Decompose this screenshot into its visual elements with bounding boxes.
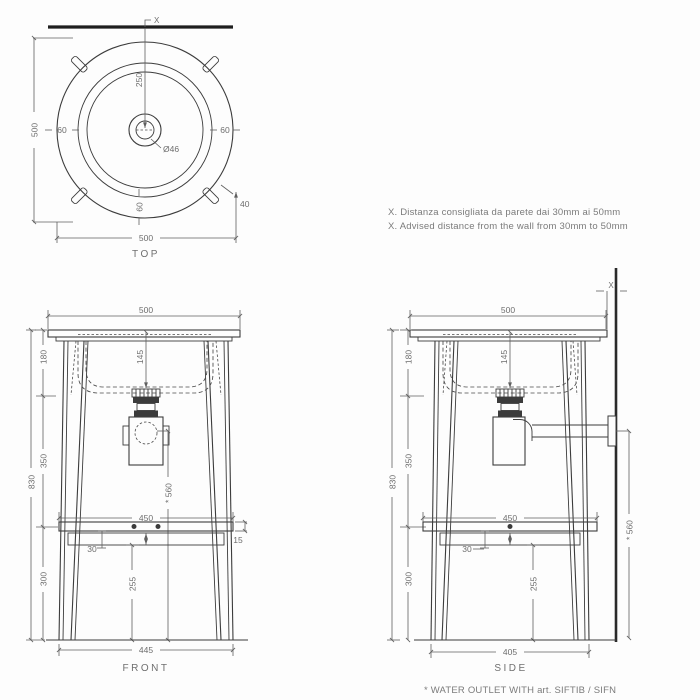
note-wall-distance-en: X. Advised distance from the wall from 30mm to 50mm: [388, 221, 628, 232]
side-dim-label-255: 255: [528, 576, 539, 592]
front-dim-label-560: * 560: [163, 483, 174, 503]
side-basin-hidden: [443, 341, 578, 393]
dim-rim-right: [210, 125, 240, 135]
side-dim-label-width: 500: [500, 305, 516, 315]
front-dim-width: [48, 305, 240, 329]
side-view: [387, 268, 635, 674]
front-dim-shelf-width: [59, 512, 233, 523]
side-shelf-bolt: [508, 524, 513, 529]
front-dim-label-30: 30: [87, 544, 97, 554]
dim-label-drain: Ø46: [163, 144, 180, 154]
dim-tab: [221, 185, 250, 243]
side-dim-basin-depth: [499, 332, 510, 388]
side-dim-base-depth: [431, 644, 589, 658]
side-siphon-body: [493, 417, 525, 465]
wall-distance-marker-top: [145, 16, 160, 27]
tab-bottom-left: [70, 187, 88, 205]
side-dim-width: [410, 305, 606, 329]
front-dim-label-width: 500: [138, 305, 154, 315]
dim-diameter-horizontal: [57, 222, 236, 243]
side-dim-shelf-width: [423, 512, 597, 523]
wall-marker-label: X: [154, 16, 160, 25]
side-dim-label-30: 30: [462, 544, 472, 554]
front-outlet-circle: [135, 422, 157, 444]
front-view: [26, 305, 248, 674]
front-dim-sections: [35, 330, 58, 640]
front-dim-label-255: 255: [127, 576, 138, 592]
side-dim-label-560: * 560: [624, 520, 635, 540]
top-view-label: TOP: [132, 249, 160, 260]
shelf-bolt-left: [132, 524, 137, 529]
wall-distance-marker-side: [596, 281, 627, 329]
tab-bottom-right: [202, 187, 220, 205]
side-dim-label-145: 145: [499, 349, 509, 365]
side-dim-bar-height: [462, 531, 489, 554]
front-dim-outlet-height: [157, 431, 174, 640]
side-view-label: SIDE: [494, 663, 528, 674]
dim-label-diameter-h: 500: [138, 233, 154, 243]
dim-label-rim-bottom: 60: [134, 202, 145, 212]
dim-drain: [151, 139, 179, 154]
dim-rim-left: [45, 125, 79, 135]
dim-label-rim-right: 60: [220, 125, 230, 135]
dim-label-rim-left: 60: [57, 125, 67, 135]
side-dim-height: [387, 330, 400, 640]
side-dim-label-300: 300: [403, 571, 414, 587]
front-siphon-body: [129, 417, 163, 465]
front-dim-label-830: 830: [26, 474, 37, 490]
side-dim-label-180: 180: [403, 349, 414, 365]
note-water-outlet: * WATER OUTLET WITH art. SIFTIB / SIFN: [424, 685, 617, 696]
tab-top-left: [70, 55, 88, 73]
side-wall-marker-label: X: [608, 281, 614, 290]
side-dim-label-450: 450: [502, 513, 518, 523]
front-drain-trap: [123, 389, 169, 465]
front-dim-label-145: 145: [135, 349, 145, 365]
dim-label-tab: 40: [240, 199, 250, 209]
front-dim-label-350: 350: [38, 453, 49, 469]
front-dim-shelf-thickness: [233, 522, 247, 545]
note-wall-distance-it: X. Distanza consigliata da parete dai 30mm ai 50mm: [388, 207, 621, 218]
front-shelf: [59, 522, 233, 545]
dim-label-250: 250: [134, 72, 144, 88]
front-dim-label-450: 450: [138, 513, 154, 523]
front-counter-top: [48, 330, 240, 341]
front-dim-label-15: 15: [233, 535, 243, 545]
side-dim-label-350: 350: [403, 453, 414, 469]
front-dim-height: [26, 330, 45, 640]
front-dim-base-width: [59, 644, 233, 656]
side-shelf: [423, 522, 597, 545]
side-dim-outlet-height: [616, 431, 635, 638]
notes: [388, 207, 628, 696]
top-view: [30, 16, 250, 260]
dim-label-diameter-v: 500: [29, 122, 40, 138]
side-dim-bar-to-floor: [527, 545, 540, 640]
side-drain-trap: [493, 389, 616, 465]
wall-flange: [608, 416, 616, 446]
front-dim-label-445: 445: [138, 645, 154, 655]
front-dim-label-180: 180: [38, 349, 49, 365]
side-dim-label-830: 830: [387, 474, 398, 490]
front-view-label: FRONT: [122, 663, 170, 674]
dim-rim-bottom: [135, 189, 145, 225]
side-elbow: [513, 420, 532, 442]
front-dim-bar-to-floor: [126, 545, 139, 640]
side-dim-label-405: 405: [502, 647, 518, 657]
front-dim-basin-depth: [135, 332, 146, 388]
front-basin-hidden: [78, 341, 213, 393]
tab-top-right: [202, 55, 220, 73]
side-dim-sections: [400, 330, 426, 640]
side-counter-top: [410, 330, 607, 341]
shelf-bolt-right: [156, 524, 161, 529]
front-dim-label-300: 300: [38, 571, 49, 587]
front-dim-bar-height: [87, 531, 106, 554]
